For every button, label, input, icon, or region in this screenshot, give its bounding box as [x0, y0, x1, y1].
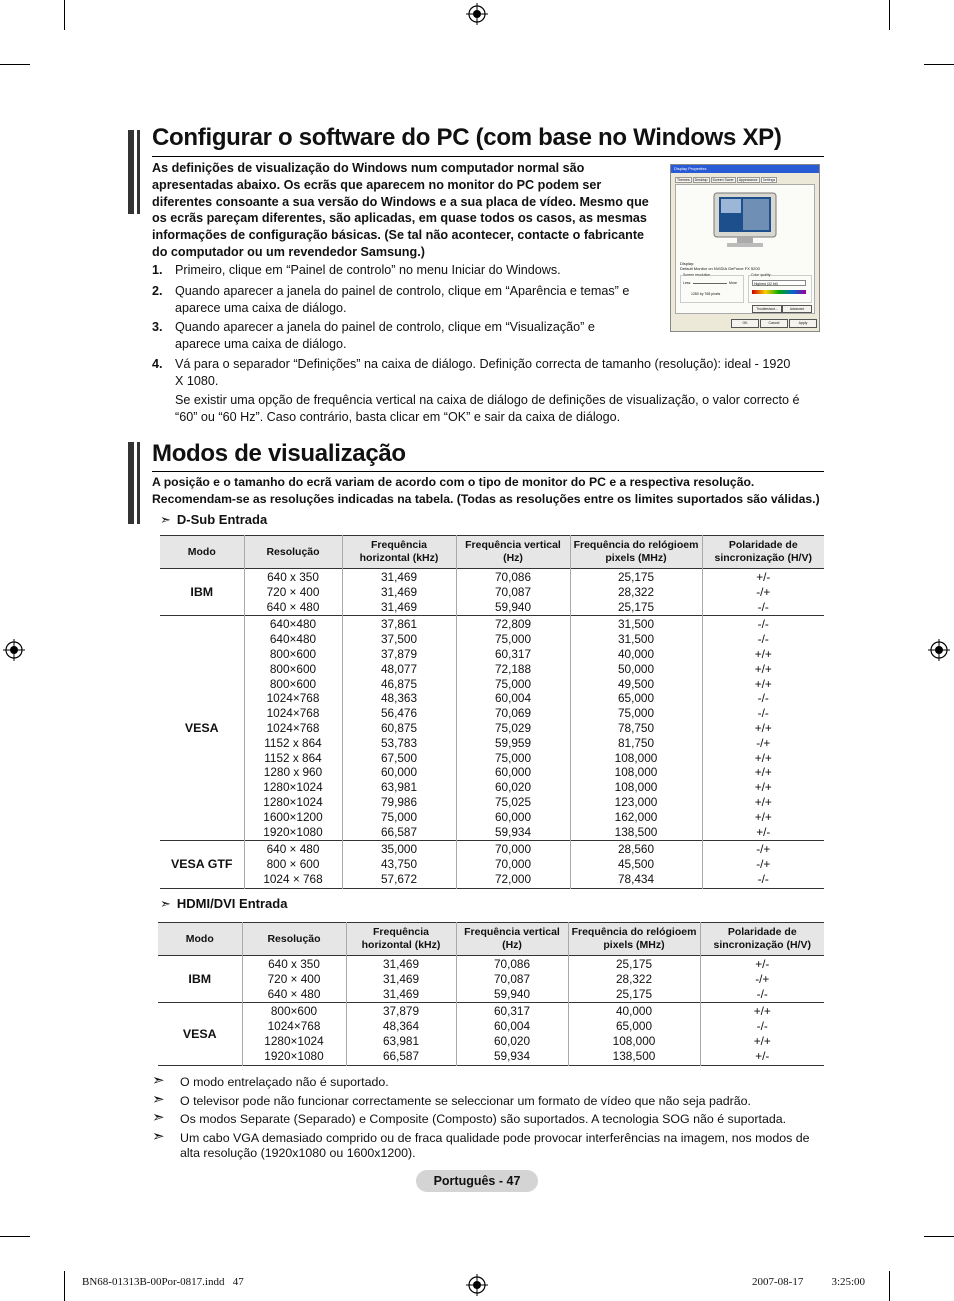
resolution-label: Screen resolution	[683, 273, 711, 277]
resolution-cell	[244, 841, 342, 888]
cell-value: 162,000	[614, 809, 658, 824]
cell-value: 1920×1080	[264, 1048, 324, 1063]
cell-value: 123,000	[614, 794, 658, 809]
cell-value: 1024×768	[267, 1019, 321, 1034]
cell-value: +/+	[753, 1033, 771, 1048]
cell-value: 60,000	[380, 765, 418, 780]
cell-value: +/+	[754, 765, 772, 780]
cell-value: 70,087	[494, 584, 532, 599]
window-title-bar: Display Properties	[671, 165, 819, 173]
cell-value: +/-	[755, 957, 770, 971]
cell-value: 800 × 600	[266, 857, 320, 872]
cell-value: 40,000	[617, 646, 655, 661]
resolution-cell	[242, 1003, 346, 1065]
cell-value: +/+	[754, 661, 772, 676]
cell-value: 640 × 480	[266, 599, 320, 614]
cell-value: -/-	[757, 632, 769, 647]
header-freq-horizontal: Frequência horizontal (kHz)	[346, 923, 456, 956]
cell-value: 45,500	[617, 857, 655, 872]
notes-list	[152, 1072, 812, 1164]
dsub-heading: ➣ D-Sub Entrada	[160, 512, 268, 527]
cell-value: 60,000	[494, 809, 532, 824]
cell-value: -/-	[757, 706, 769, 721]
polarity-cell	[700, 956, 824, 1003]
color-select[interactable]: Highest (32 bit)	[752, 280, 806, 286]
cell-value: 48,364	[382, 1019, 420, 1034]
cell-value: 48,077	[380, 661, 418, 676]
cell-value: 59,940	[494, 599, 532, 614]
cell-value: 28,322	[615, 971, 653, 986]
cell-value: -/+	[756, 842, 771, 857]
cell-value: 108,000	[614, 750, 658, 765]
mode-cell: VESA	[158, 1003, 242, 1065]
cell-value: 72,809	[494, 617, 532, 632]
header-resolucao: Resolução	[242, 923, 346, 956]
pixel-clock-cell	[570, 841, 702, 888]
cell-value: 66,587	[380, 824, 418, 839]
mode-cell: IBM	[158, 956, 242, 1003]
cell-value: 40,000	[615, 1004, 653, 1019]
cell-value: 1280×1024	[263, 780, 323, 795]
cell-value: 37,500	[380, 632, 418, 647]
cell-value: 25,175	[617, 599, 655, 614]
pixel-clock-cell	[568, 1003, 700, 1065]
cell-value: -/-	[756, 986, 768, 1001]
header-polarity: Polaridade de sincronização (H/V)	[702, 536, 824, 569]
registration-mark-icon	[928, 639, 950, 661]
polarity-cell	[702, 616, 824, 841]
table-row	[158, 1003, 824, 1065]
table-row	[160, 569, 824, 616]
cell-value: 31,469	[380, 599, 418, 614]
section-accent-bar	[137, 442, 140, 524]
cell-value: 720 × 400	[266, 584, 320, 599]
arrow-icon: ➣	[160, 896, 171, 911]
vfreq-cell	[456, 1003, 568, 1065]
table-row	[160, 616, 824, 841]
cell-value: 60,004	[494, 691, 532, 706]
cell-value: 800×600	[269, 646, 317, 661]
header-modo: Modo	[160, 536, 244, 569]
cell-value: 640×480	[269, 632, 317, 647]
cell-value: 67,500	[380, 750, 418, 765]
arrow-icon: ➣	[160, 512, 171, 527]
cell-value: 75,025	[494, 794, 532, 809]
header-resolucao: Resolução	[244, 536, 342, 569]
cell-value: 60,020	[493, 1033, 531, 1048]
arrow-icon: ➣	[152, 1072, 165, 1089]
cell-value: 37,879	[382, 1004, 420, 1019]
header-pixel-clock: Frequência do relógioem pixels (MHz)	[568, 923, 700, 956]
cell-value: 28,560	[617, 842, 655, 857]
cell-value: +/+	[754, 794, 772, 809]
display-properties-screenshot	[670, 164, 820, 332]
arrow-icon: ➣	[152, 1090, 165, 1108]
header-pixel-clock: Frequência do relógioem pixels (MHz)	[570, 536, 702, 569]
troubleshoot-button[interactable]: Troubleshoot...	[752, 305, 782, 313]
cell-value: +/+	[754, 780, 772, 795]
header-freq-horizontal: Frequência horizontal (kHz)	[342, 536, 456, 569]
hfreq-cell	[342, 569, 456, 616]
cell-value: -/+	[756, 857, 771, 872]
cell-value: 60,020	[494, 780, 532, 795]
color-label: Color quality	[751, 273, 771, 277]
cell-value: 31,500	[617, 617, 655, 632]
cell-value: 640 x 350	[268, 957, 320, 971]
cell-value: 1152 x 864	[264, 735, 322, 750]
arrow-icon: ➣	[152, 1127, 165, 1145]
arrow-icon: ➣	[152, 1109, 165, 1126]
color-strip	[752, 290, 806, 294]
registration-mark-icon	[466, 1274, 488, 1296]
cell-value: 53,783	[380, 735, 418, 750]
cell-value: 1280×1024	[263, 794, 323, 809]
cell-value: 1600×1200	[263, 809, 323, 824]
cell-value: 59,934	[494, 824, 532, 839]
ok-button[interactable]: OK	[731, 319, 759, 328]
title-rule	[152, 156, 824, 157]
display-label: Display:	[680, 261, 695, 266]
cell-value: 70,086	[494, 570, 532, 584]
dsub-table	[160, 535, 824, 889]
cell-value: 31,469	[382, 957, 420, 971]
cell-value: 60,875	[380, 720, 418, 735]
cancel-button[interactable]: Cancel	[760, 319, 788, 328]
tab-themes: Themes	[677, 178, 690, 182]
cell-value: 1152 x 864	[264, 750, 322, 765]
tab-desktop: Desktop	[694, 178, 708, 182]
cell-value: -/-	[757, 691, 769, 706]
cell-value: 59,940	[493, 986, 531, 1001]
cell-value: 75,000	[494, 676, 532, 691]
page-number: Português - 47	[416, 1170, 538, 1192]
cell-value: 1280 x 960	[263, 765, 323, 780]
hfreq-cell	[346, 956, 456, 1003]
tab-settings: Settings	[762, 178, 776, 182]
cell-value: 78,750	[617, 720, 655, 735]
cell-value: 1024×768	[266, 720, 320, 735]
title-rule	[152, 471, 824, 472]
note-item: ➣ Os modos Separate (Separado) e Composite (Composto) são suportados. A tecnologia SOG não é suportada.	[152, 1109, 787, 1126]
advanced-button[interactable]: Advanced	[782, 305, 812, 313]
cell-value: 640×480	[269, 617, 317, 632]
cell-value: 800×600	[269, 661, 317, 676]
cell-value: 57,672	[380, 871, 418, 886]
hdmi-table	[158, 922, 824, 1066]
cell-value: 31,469	[382, 986, 420, 1001]
note-item: ➣ Um cabo VGA demasiado comprido ou de fraca qualidade pode provocar interferências na imagem, nos modos de alta resolução (1920x1080 ou 1600x1200).	[152, 1127, 810, 1160]
table-header-row	[158, 923, 824, 956]
cell-value: 63,981	[380, 780, 418, 795]
cell-value: 720 × 400	[267, 971, 321, 986]
cell-value: 31,500	[617, 632, 655, 647]
mode-cell: VESA GTF	[160, 841, 244, 888]
resolution-cell	[242, 956, 346, 1003]
cell-value: 800×600	[270, 1004, 318, 1019]
polarity-cell	[702, 569, 824, 616]
pixel-clock-cell	[570, 616, 702, 841]
cell-value: 75,000	[380, 809, 418, 824]
section-title: Modos de visualização	[152, 440, 406, 467]
cell-value: 35,000	[380, 842, 418, 857]
cell-value: -/+	[755, 971, 770, 986]
cell-value: 25,175	[615, 986, 653, 1001]
cell-value: 1024×768	[266, 691, 320, 706]
cell-value: 138,500	[612, 1048, 656, 1063]
cell-value: +/-	[755, 1048, 770, 1063]
cell-value: -/-	[757, 599, 769, 614]
cell-value: 50,000	[617, 661, 655, 676]
cell-value: 75,000	[494, 750, 532, 765]
cell-value: 70,000	[494, 857, 532, 872]
cell-value: 138,500	[614, 824, 658, 839]
cell-value: 75,000	[494, 632, 532, 647]
cell-value: 31,469	[380, 584, 418, 599]
cell-value: 70,086	[493, 957, 531, 971]
polarity-cell	[702, 841, 824, 888]
cell-value: 75,000	[617, 706, 655, 721]
cell-value: +/+	[754, 750, 772, 765]
table-row	[160, 841, 824, 888]
cell-value: 640 × 480	[266, 842, 320, 857]
cell-value: 49,500	[617, 676, 655, 691]
pixel-clock-cell	[568, 956, 700, 1003]
hfreq-cell	[342, 616, 456, 841]
resolution-group	[680, 275, 744, 303]
cell-value: 800×600	[269, 676, 317, 691]
color-group	[748, 275, 812, 303]
cell-value: 70,087	[493, 971, 531, 986]
hdmi-heading: ➣ HDMI/DVI Entrada	[160, 896, 288, 911]
cell-value: 108,000	[614, 780, 658, 795]
cell-value: 65,000	[615, 1019, 653, 1034]
cell-value: 31,469	[380, 570, 418, 584]
vfreq-cell	[456, 616, 570, 841]
cell-value: 31,469	[382, 971, 420, 986]
section-title: Configurar o software do PC (com base no Windows XP)	[152, 124, 782, 151]
section-accent-bar	[137, 130, 140, 214]
cell-value: 37,879	[380, 646, 418, 661]
cell-value: 1280×1024	[264, 1033, 324, 1048]
cell-value: 56,476	[380, 706, 418, 721]
cell-value: 25,175	[615, 957, 653, 971]
display-value: Default Monitor on NVIDIA GeForce FX 5200	[680, 266, 760, 271]
cell-value: 81,750	[617, 735, 655, 750]
cell-value: 72,188	[494, 661, 532, 676]
header-polarity: Polaridade de sincronização (H/V)	[700, 923, 824, 956]
cell-value: 75,029	[494, 720, 532, 735]
cell-value: 59,959	[494, 735, 532, 750]
vfreq-cell	[456, 841, 570, 888]
cell-value: +/+	[753, 1004, 771, 1019]
cell-value: 640 x 350	[267, 570, 319, 584]
polarity-cell	[700, 1003, 824, 1065]
cell-value: +/-	[756, 824, 771, 839]
table-header-row	[160, 536, 824, 569]
cell-value: 79,986	[380, 794, 418, 809]
section-accent-bar	[128, 442, 134, 524]
section-intro: A posição e o tamanho do ecrã variam de acordo com o tipo de monitor do PC e a respectiva resolução. Recomendam-se as resoluções indicadas na tabela. (Todas as resoluções entre os limites suportados são válidas.)	[152, 475, 820, 506]
cell-value: 60,000	[494, 765, 532, 780]
apply-button[interactable]: Apply	[789, 319, 817, 328]
hfreq-cell	[346, 1003, 456, 1065]
cell-value: 78,434	[617, 871, 655, 886]
window-tabs	[675, 177, 777, 183]
cell-value: -/-	[756, 1019, 768, 1034]
cell-value: 108,000	[614, 765, 658, 780]
cell-value: -/-	[757, 617, 769, 632]
cell-value: -/+	[756, 584, 771, 599]
vfreq-cell	[456, 956, 568, 1003]
cell-value: 70,000	[494, 842, 532, 857]
hfreq-cell	[342, 841, 456, 888]
cell-value: 59,934	[493, 1048, 531, 1063]
file-slug: BN68-01313B-00Por-0817.indd 47	[82, 1276, 244, 1288]
cell-value: +/+	[754, 646, 772, 661]
cell-value: 640 × 480	[267, 986, 321, 1001]
cell-value: 108,000	[612, 1033, 656, 1048]
cell-value: +/+	[754, 809, 772, 824]
monitor-icon	[710, 191, 780, 253]
cell-value: 66,587	[382, 1048, 420, 1063]
note-item: ➣ O televisor pode não funcionar correctamente se seleccionar um formato de vídeo que não seja padrão.	[152, 1090, 751, 1108]
cell-value: 70,069	[494, 706, 532, 721]
pixel-clock-cell	[570, 569, 702, 616]
section-intro: As definições de visualização do Windows num computador normal são apresentadas abaixo. Os ecrãs que aparecem no monitor do PC podem ser diferentes consoante a sua versão do Windows e a sua placa de vídeo. Mesmo que os ecrãs pareçam diferentes, são aplicadas, em quase todos os casos, as mesmas informações de configuração básicas. (Se tal não acontecer, contacte o fabricante do computador ou um revendedor Samsung.)	[152, 161, 649, 259]
cell-value: +/-	[756, 570, 771, 584]
tab-screen-saver: Screen Saver	[712, 178, 734, 182]
cell-value: 28,322	[617, 584, 655, 599]
cell-value: +/+	[754, 676, 772, 691]
cell-value: 37,861	[380, 617, 418, 632]
cell-value: 65,000	[617, 691, 655, 706]
registration-mark-icon	[3, 639, 25, 661]
header-freq-vertical: Frequência vertical (Hz)	[456, 536, 570, 569]
cell-value: 1920×1080	[263, 824, 323, 839]
cell-value: 43,750	[380, 857, 418, 872]
more-label: More	[729, 281, 737, 285]
cell-value: 60,317	[493, 1004, 531, 1019]
header-modo: Modo	[158, 923, 242, 956]
mode-cell: IBM	[160, 569, 244, 616]
header-freq-vertical: Frequência vertical (Hz)	[456, 923, 568, 956]
section-accent-bar	[128, 130, 134, 214]
table-row	[158, 956, 824, 1003]
cell-value: 72,000	[494, 871, 532, 886]
registration-mark-icon	[466, 3, 488, 25]
cell-value: -/-	[757, 871, 769, 886]
resolution-value: 1280 by 768 pixels	[691, 292, 721, 296]
settings-panel	[675, 184, 815, 314]
cell-value: 1024×768	[266, 706, 320, 721]
cell-value: 48,363	[380, 691, 418, 706]
cell-value: 46,875	[380, 676, 418, 691]
resolution-slider[interactable]	[693, 283, 727, 284]
note-item: ➣ O modo entrelaçado não é suportado.	[152, 1072, 389, 1089]
date-slug: 2007-08-17 ￿￿ 3:25:00	[752, 1276, 866, 1288]
cell-value: +/+	[754, 720, 772, 735]
less-label: Less	[683, 281, 691, 285]
resolution-cell	[244, 569, 342, 616]
cell-value: 60,317	[494, 646, 532, 661]
tab-appearance: Appearance	[738, 178, 758, 182]
cell-value: 1024 × 768	[263, 871, 323, 886]
vfreq-cell	[456, 569, 570, 616]
mode-cell: VESA	[160, 616, 244, 841]
cell-value: 60,004	[493, 1019, 531, 1034]
cell-value: -/+	[756, 735, 771, 750]
cell-value: 63,981	[382, 1033, 420, 1048]
resolution-cell	[244, 616, 342, 841]
cell-value: 25,175	[617, 570, 655, 584]
